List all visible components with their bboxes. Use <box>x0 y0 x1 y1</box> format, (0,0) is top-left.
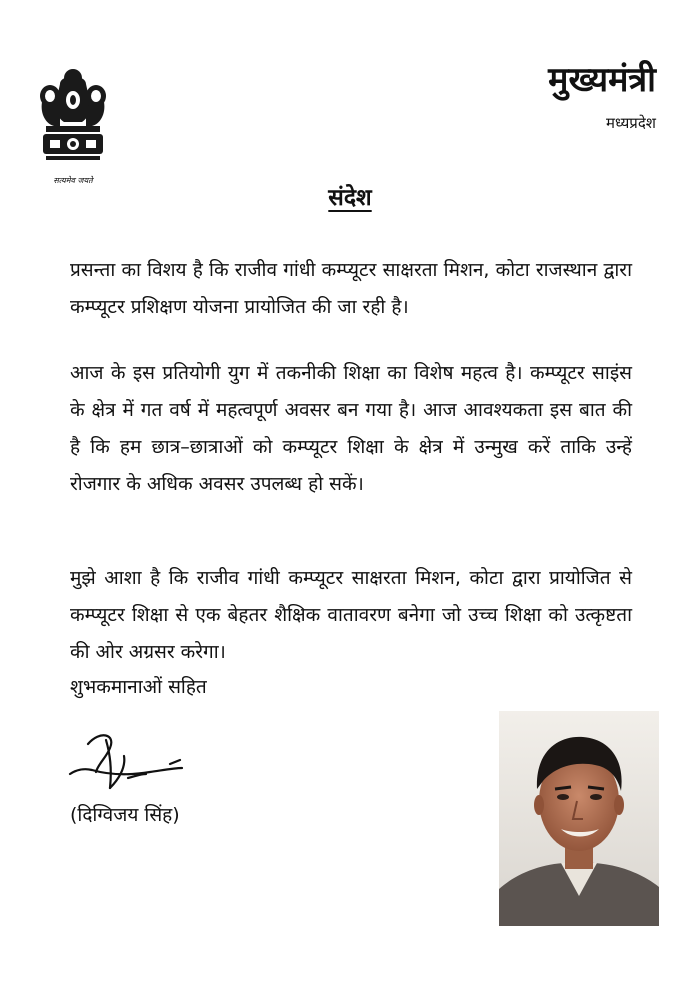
message-paragraph-3: मुझे आशा है कि राजीव गांधी कम्प्यूटर साक्षरता मिशन, कोटा द्वारा प्रायोजित से कम्प्यूटर शिक्षा से एक बेहतर शैक्षिक वातावरण बनेगा जो उच्च शिक्षा को उत्कृष्टता की ओर अग्रसर करेगा। <box>70 567 632 663</box>
office-title: मुख्यमंत्री <box>548 60 656 100</box>
closing-greeting: शुभकमानाओं सहित <box>70 676 207 698</box>
emblem-motto: सत्यमेव जयते <box>53 176 93 185</box>
handwritten-signature <box>66 728 191 798</box>
lion-capital-icon <box>30 62 116 174</box>
signatory-name: (दिग्विजय सिंह) <box>70 804 180 826</box>
state-emblem <box>30 62 116 194</box>
office-subtitle: मध्यप्रदेश <box>605 114 656 132</box>
message-paragraph-1: प्रसन्ता का विशय है कि राजीव गांधी कम्प्यूटर साक्षरता मिशन, कोटा राजस्थान द्वारा कम्प्यूटर प्रशिक्षण योजना प्रायोजित की जा रही है। <box>70 259 632 318</box>
portrait-photo <box>499 711 659 926</box>
message-heading: संदेश <box>328 185 372 211</box>
message-paragraph-2: आज के इस प्रतियोगी युग में तकनीकी शिक्षा का विशेष महत्व है। कम्प्यूटर साइंस के क्षेत्र में गत वर्ष में महत्वपूर्ण अवसर बन गया है। आज आवश्यकता इस बात की है कि हम छात्र–छात्राओं को कम्प्यूटर शिक्षा के क्षेत्र में उन्मुख करें ताकि उन्हें रोजगार के अधिक अवसर उपलब्ध हो सकें। <box>70 362 632 495</box>
